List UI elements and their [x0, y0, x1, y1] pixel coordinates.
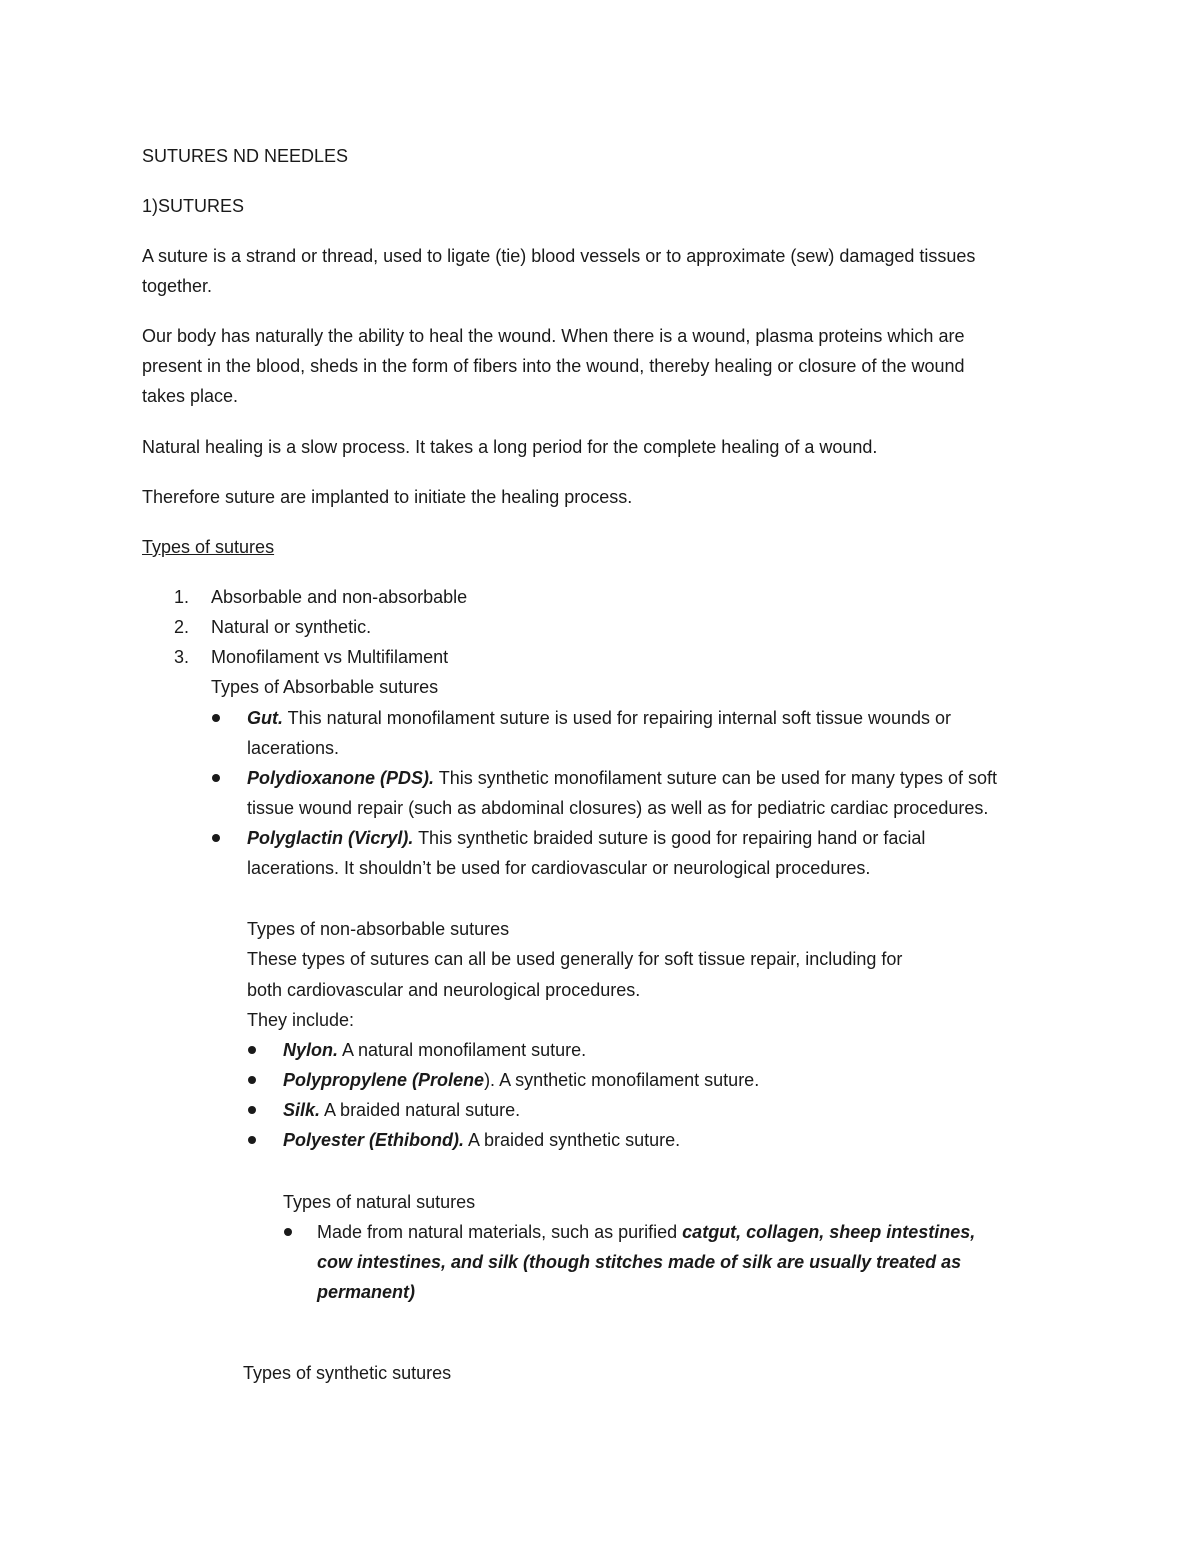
bullet-icon [248, 1106, 256, 1114]
list-item: Monofilament vs Multifilament [211, 647, 449, 667]
list-item: Gut. This natural monofilament suture is used for repairing internal soft tissue wounds or [247, 708, 952, 728]
paragraph-line: Therefore suture are implanted to initiate the healing process. [142, 487, 633, 507]
list-item-continued: lacerations. [247, 738, 340, 758]
paragraph-line: together. [142, 276, 213, 296]
document-title: SUTURES ND NEEDLES [142, 146, 349, 166]
paragraph-line: takes place. [142, 386, 239, 406]
list-item-continued: tissue wound repair (such as abdominal closures) as well as for pediatric cardiac procedures. [247, 798, 989, 818]
subheading: Types of non-absorbable sutures [247, 919, 510, 939]
list-number: 2. [174, 617, 190, 637]
bullet-icon [212, 834, 220, 842]
bullet-icon [248, 1076, 256, 1084]
bullet-icon [248, 1136, 256, 1144]
bullet-icon [212, 714, 220, 722]
list-item: Polyglactin (Vicryl). This synthetic braided suture is good for repairing hand or facial [247, 828, 926, 848]
list-item: Polydioxanone (PDS). This synthetic monofilament suture can be used for many types of soft [247, 768, 997, 788]
paragraph-line: present in the blood, sheds in the form of fibers into the wound, thereby healing or closure of the wound [142, 356, 965, 376]
bullet-icon [212, 774, 220, 782]
subheading: Types of Absorbable sutures [211, 677, 439, 697]
list-item: Nylon. A natural monofilament suture. [283, 1040, 587, 1060]
bullet-icon [284, 1228, 292, 1236]
list-number: 3. [174, 647, 190, 667]
paragraph-line: They include: [247, 1010, 355, 1030]
list-item-continued: lacerations. It shouldn’t be used for cardiovascular or neurological procedures. [247, 858, 871, 878]
list-item: Natural or synthetic. [211, 617, 372, 637]
paragraph-line: A suture is a strand or thread, used to ligate (tie) blood vessels or to approximate (sew) damaged tissues [142, 246, 976, 266]
paragraph-line: Natural healing is a slow process. It takes a long period for the complete healing of a wound. [142, 437, 878, 457]
list-item: Polypropylene (Prolene). A synthetic monofilament suture. [283, 1070, 760, 1090]
list-item: Made from natural materials, such as purified catgut, collagen, sheep intestines, [317, 1222, 976, 1242]
section-heading: 1)SUTURES [142, 196, 245, 216]
paragraph-line: both cardiovascular and neurological procedures. [247, 980, 641, 1000]
list-item: Absorbable and non-absorbable [211, 587, 468, 607]
subheading: Types of natural sutures [283, 1192, 476, 1212]
paragraph-line: Our body has naturally the ability to heal the wound. When there is a wound, plasma proteins which are [142, 326, 965, 346]
subheading: Types of synthetic sutures [243, 1363, 452, 1383]
bullet-icon [248, 1046, 256, 1054]
list-item-continued: cow intestines, and silk (though stitches made of silk are usually treated as [317, 1252, 962, 1272]
types-heading: Types of sutures [142, 537, 275, 557]
list-number: 1. [174, 587, 190, 607]
list-item: Polyester (Ethibond). A braided synthetic suture. [283, 1130, 681, 1150]
list-item: Silk. A braided natural suture. [283, 1100, 521, 1120]
paragraph-line: These types of sutures can all be used generally for soft tissue repair, including for [247, 949, 903, 969]
list-item-continued: permanent) [317, 1282, 416, 1302]
